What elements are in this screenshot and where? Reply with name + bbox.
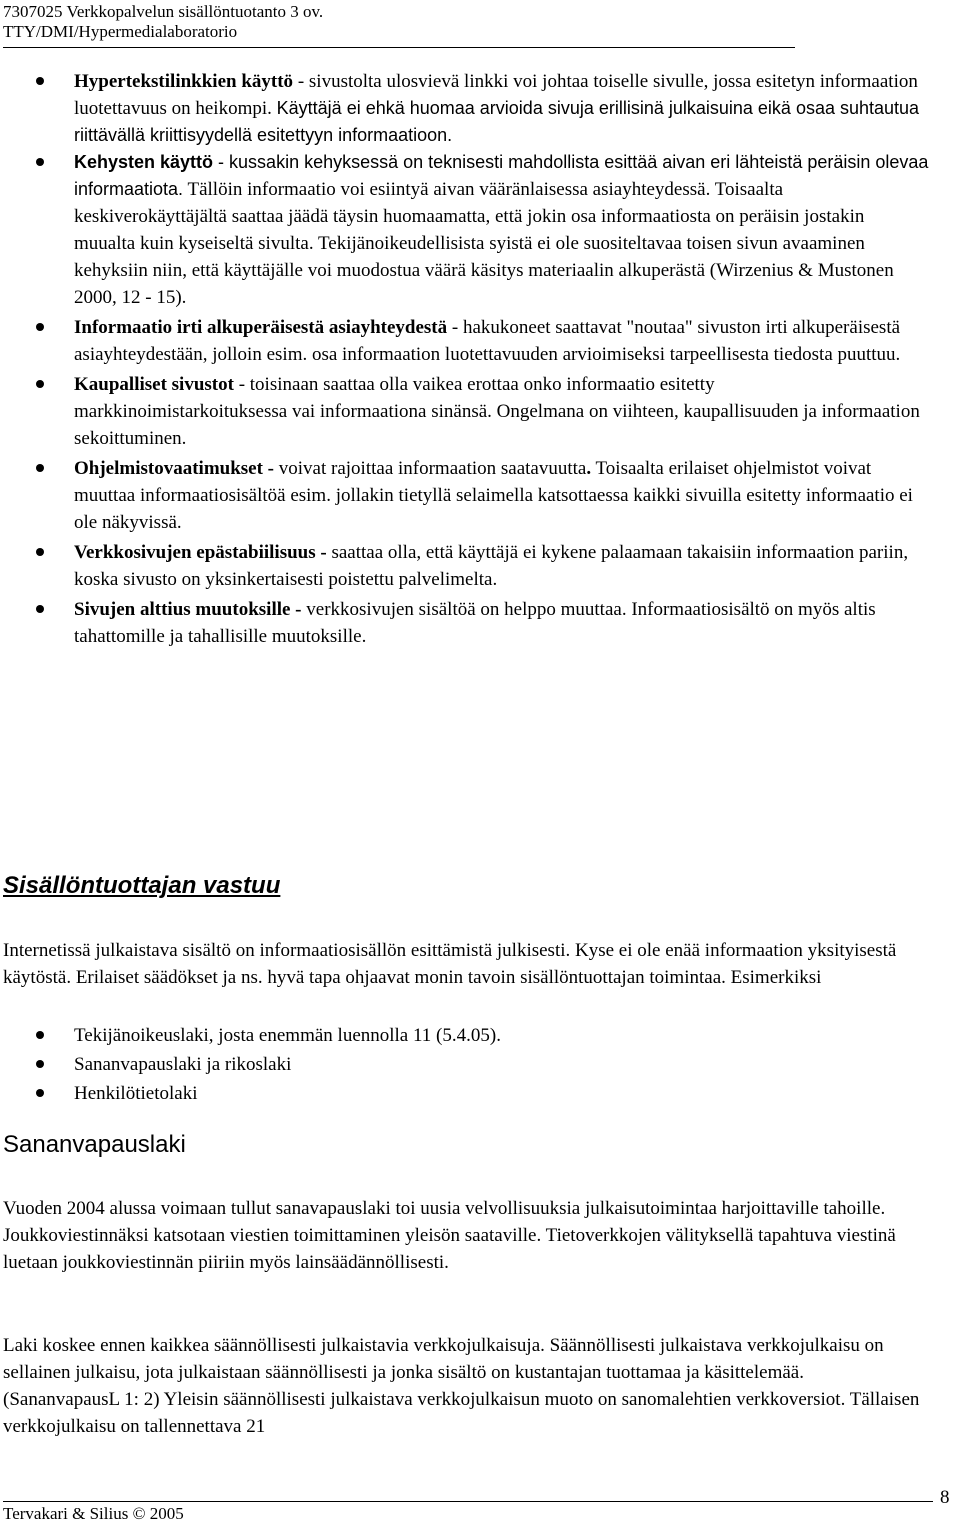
item-text: Tällöin informaatio voi esiintyä aivan vääränlaisessa asiayhteydessä.: [183, 179, 711, 200]
list-item: [0, 539, 930, 593]
bullet-icon: [36, 548, 44, 556]
bullet-icon: [36, 464, 44, 472]
bullet-icon: [36, 605, 44, 613]
bullet-icon: [36, 1031, 44, 1039]
item-term: Kaupalliset sivustot: [74, 374, 234, 395]
item-term: Sivujen alttius muutoksille -: [74, 599, 302, 620]
list-item: [0, 1021, 900, 1050]
list-item: [0, 596, 930, 650]
list-item: [0, 1079, 900, 1108]
footer-divider: [3, 1501, 933, 1502]
list-item-label: Henkilötietolaki: [74, 1083, 198, 1104]
list-item-label: Tekijänoikeuslaki, josta enemmän luennolla 11 (5.4.05).: [74, 1025, 501, 1046]
header-divider: [3, 47, 795, 48]
section-title: Sisällöntuottajan vastuu: [3, 872, 281, 899]
risk-list: [0, 68, 930, 650]
item-term: Kehysten käyttö: [74, 152, 214, 172]
footer-credit: Tervakari & Silius © 2005: [3, 1504, 184, 1523]
department: TTY/DMI/Hypermedialaboratorio: [3, 22, 238, 41]
list-item: [0, 149, 930, 311]
item-term: Informaatio irti alkuperäisestä asiayhteydestä: [74, 317, 448, 338]
list-item: [0, 314, 930, 368]
bullet-icon: [36, 1060, 44, 1068]
section-intro: Internetissä julkaistava sisältö on informaatiosisällön esittämistä julkisesti. Kyse ei ole enää informaation yksityisestä käytöstä. Erilaiset säädökset ja ns. hyvä tapa ohjaavat monin tavoin sisällöntuottajan toimintaa. Esimerkiksi: [3, 940, 897, 988]
item-text: voivat rajoittaa informaation saatavuutta: [274, 458, 587, 479]
list-item: [0, 455, 930, 536]
item-text: Toisaalta keskiverokäyttäjältä saattaa jäädä täysin huomaamatta, että jokin osa informaatiosta on peräisin jostakin muualta kuin kyseiseltä sivulta. Tekijänoikeudellisista syistä ei ole suositeltavaa toisen sivun avaaminen kehyksiin niin, että käyttäjälle voi muodostua väärä käsitys materiaalin alkuperästä (Wirzenius & Mustonen 2000, 12 - 15).: [74, 179, 894, 308]
item-text: verkkosivujen sisältöä on helppo muuttaa. Informaatiosisältö on myös altis tahattomille ja tahallisille muutoksille.: [74, 599, 876, 647]
law-list: [0, 1021, 900, 1108]
page-header: [3, 2, 323, 42]
item-text: - toisinaan saattaa olla vaikea erottaa onko informaatio esitetty markkinoimistarkoituksessa vai informaationa sinänsä. Ongelmana on viihteen, kaupallisuuden ja informaation sekoittuminen.: [74, 374, 920, 449]
item-term: Hypertekstilinkkien käyttö: [74, 71, 294, 92]
item-text: Käyttäjä ei ehkä huomaa arvioida sivuja erillisinä julkaisuina eikä osaa suhtautua riittävällä kriittisyydellä esitettyyn informaatioon.: [74, 98, 920, 145]
list-item-label: Sananvapauslaki ja rikoslaki: [74, 1054, 292, 1075]
bullet-icon: [36, 323, 44, 331]
subsection-title: Sananvapauslaki: [3, 1131, 186, 1158]
item-term: Verkkosivujen epästabiilisuus -: [74, 542, 327, 563]
bullet-icon: [36, 380, 44, 388]
item-text: - sivustolta ulosvievä linkki voi johtaa toiselle sivulle, jossa esitetyn informaation luotettavuus on heikompi.: [74, 71, 918, 119]
paragraph: Vuoden 2004 alussa voimaan tullut sanavapauslaki toi uusia velvollisuuksia julkaisutoimintaa harjoittaville tahoille. Joukkoviestinnäksi katsotaan viestien toimittaminen yleisön saataville. Tietoverkkojen välityksellä tapahtuva viestinä luetaan joukkoviestinnän piiriin myös lainsäädännöllisesti.: [3, 1198, 896, 1273]
item-text: saattaa olla, että käyttäjä ei kykene palaamaan takaisiin informaation pariin, koska sivusto on yksinkertaisesti poistettu palvelimelta.: [74, 542, 909, 590]
list-item: [0, 371, 930, 452]
item-term: Ohjelmistovaatimukset -: [74, 458, 275, 479]
bullet-icon: [36, 158, 44, 166]
bullet-icon: [36, 1089, 44, 1097]
list-item: [0, 68, 930, 149]
page-number: 8: [940, 1487, 950, 1508]
item-text: - hakukoneet saattavat "noutaa" sivuston irti alkuperäisestä asiayhteydestään, jolloin esim. osa informaation luotettavuuden arvioimiseksi tarpeellisesta tiedosta puuttuu.: [74, 317, 901, 365]
item-text: - kussakin kehyksessä on teknisesti mahdollista esittää aivan eri lähteistä peräisin olevaa informaatiota.: [74, 152, 929, 199]
item-text: Toisaalta erilaiset ohjelmistot voivat muuttaa informaatiosisältöä esim. jollakin tietyllä selaimella katsottaessa kaikki sivuilla esitetty informaatio ei ole näkyvissä.: [74, 458, 913, 533]
paragraph: Laki koskee ennen kaikkea säännöllisesti julkaistavia verkkojulkaisuja. Säännöllisesti julkaistava verkkojulkaisu on sellainen julkaisu, jota julkaistaan säännöllisesti ja jonka sisältö on kustantajan tuottamaa ja käsittelemää. (SananvapausL 1: 2) Yleisin säännöllisesti julkaistava verkkojulkaisun muoto on sanomalehtien verkkoversiot. Tällaisen verkkojulkaisu on tallennettava 21: [3, 1335, 920, 1437]
bullet-icon: [36, 77, 44, 85]
course-title: 7307025 Verkkopalvelun sisällöntuotanto 3 ov.: [3, 2, 324, 21]
list-item: [0, 1050, 900, 1079]
item-text: .: [586, 458, 592, 479]
